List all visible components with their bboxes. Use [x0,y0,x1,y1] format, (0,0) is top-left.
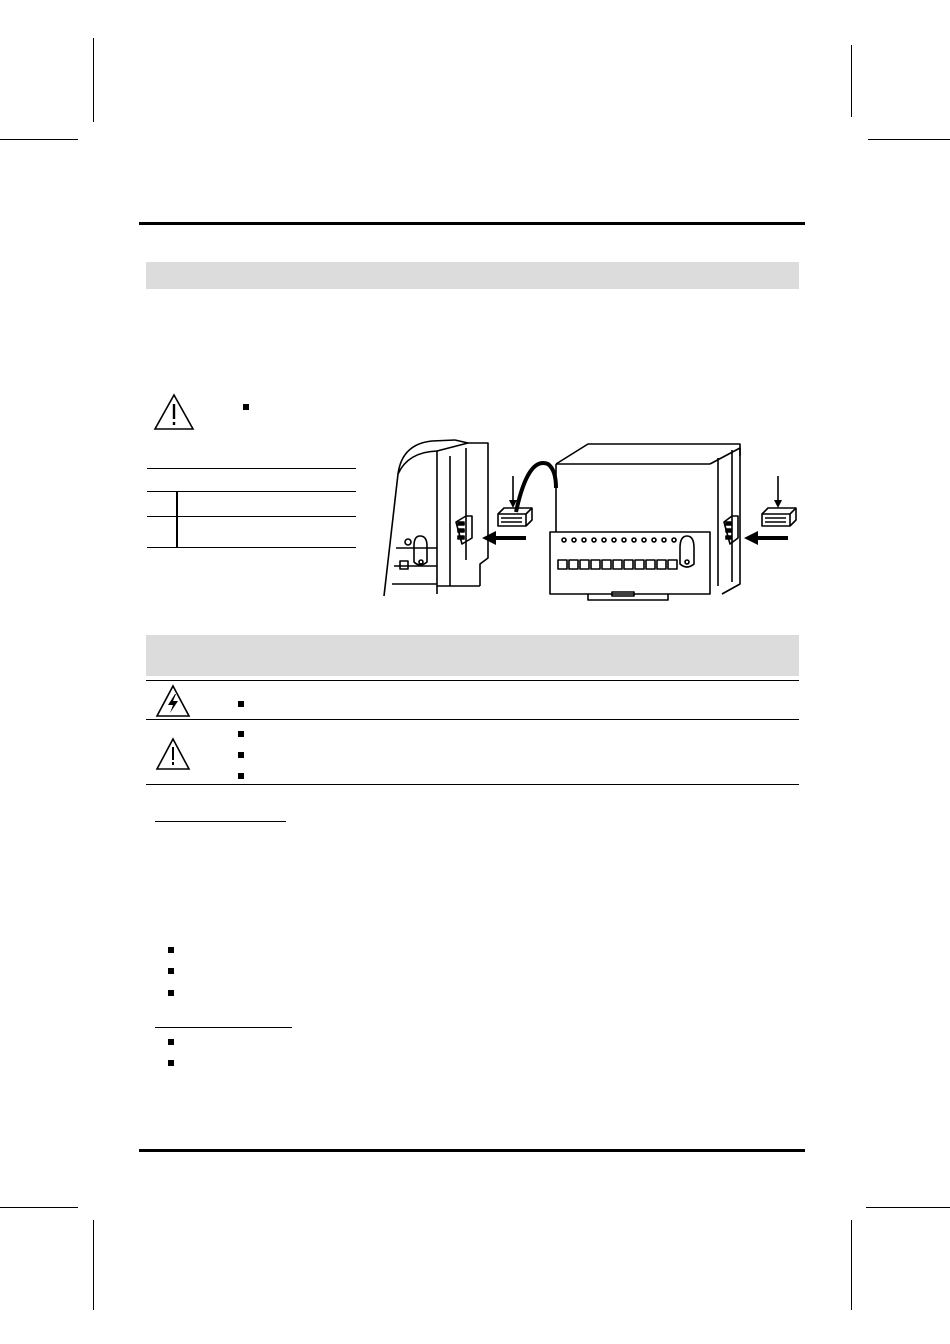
crop-mark [93,1220,94,1310]
warning-table-rule [146,719,799,720]
crop-mark [868,139,950,140]
square-bullet [168,1060,174,1066]
bus-connector-cap [762,476,796,526]
header-rule [139,222,805,225]
square-bullet [168,947,174,953]
square-bullet [168,968,174,974]
terminal-screws [562,538,676,542]
crop-mark [851,1220,852,1310]
square-bullet [238,701,244,707]
square-bullet [168,1039,174,1045]
square-bullet [238,773,244,779]
section-title-band [146,262,799,289]
crop-mark [866,1207,950,1208]
warning-triangle-icon [155,737,191,771]
warning-table-rule [146,680,799,681]
square-bullet [238,752,244,758]
crop-mark [0,1207,78,1208]
square-bullet [243,404,249,410]
crop-mark [0,139,78,140]
bus-connector-cap [498,476,532,526]
warning-triangle-icon [153,393,195,431]
terminal-block [558,560,677,569]
table-rule [147,547,356,548]
bus-cable [516,463,556,512]
table-divider [176,491,178,547]
section-b-heading-underline [155,1027,292,1028]
high-voltage-icon [155,684,191,718]
warning-table-rule [146,784,799,785]
warnings-title-band [146,635,799,676]
crop-mark [93,38,94,122]
table-rule [147,516,356,517]
table-rule [147,468,356,469]
left-module [384,440,488,596]
square-bullet [238,731,244,737]
crop-mark [851,45,852,117]
module-connection-diagram [380,436,800,606]
insert-arrow [744,531,758,545]
section-a-heading-underline [155,821,286,822]
table-rule [147,491,356,492]
right-module [550,444,740,600]
square-bullet [168,990,174,996]
footer-rule [139,1149,805,1152]
insert-arrow [482,531,496,545]
